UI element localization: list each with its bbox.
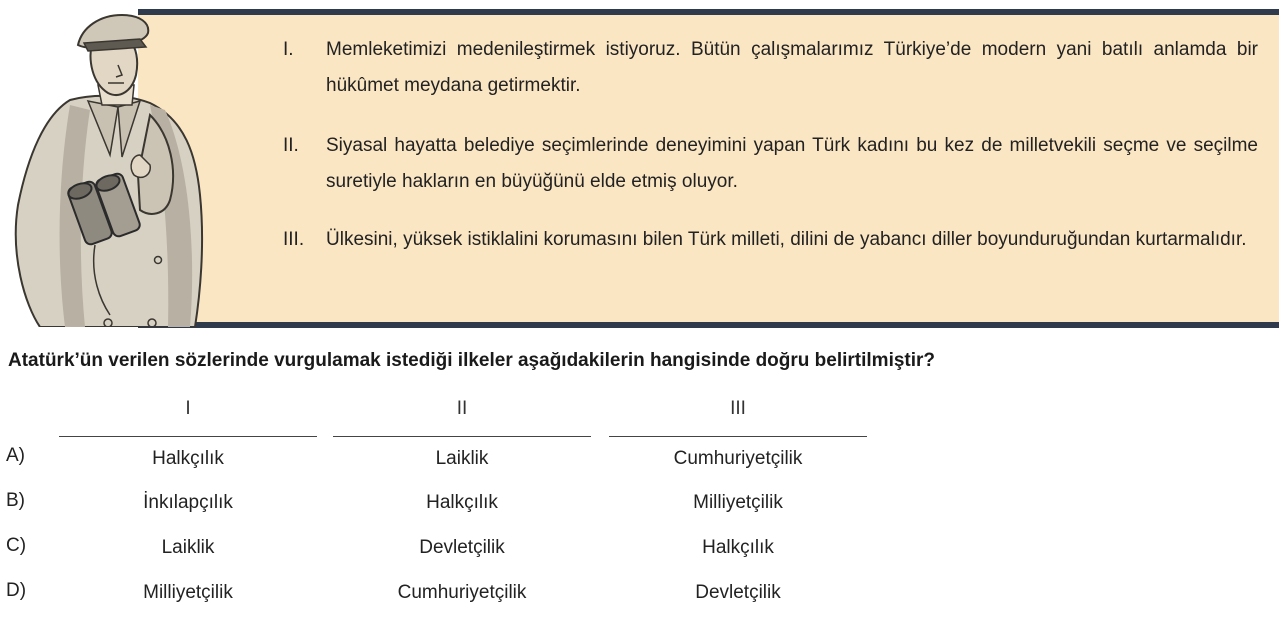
statement-text: Ülkesini, yüksek istiklalini korumasını bilen Türk milleti, dilini de yabancı diller boyunduruğundan kurtarmalıdır.	[326, 229, 1247, 250]
option-a-letter[interactable]: A)	[6, 445, 25, 466]
column-header-1: I	[185, 398, 191, 419]
option-b-col3: Milliyetçilik	[693, 492, 783, 513]
column-rule	[59, 436, 317, 437]
option-b-col1: İnkılapçılık	[143, 492, 233, 513]
option-a-col3: Cumhuriyetçilik	[673, 448, 803, 469]
option-d-col2: Cumhuriyetçilik	[397, 582, 527, 603]
statement-text: Memleketimizi medenileştirmek istiyoruz. Bütün çalışmalarımız Türkiye’de modern yani batılı anlamda bir hükûmet meydana getirmektir.	[326, 39, 1258, 96]
option-c-col1: Laiklik	[161, 537, 215, 558]
column-rule	[609, 436, 867, 437]
ataturk-illustration	[0, 5, 235, 327]
question-text: Atatürk’ün verilen sözlerinde vurgulamak istediği ilkeler aşağıdakilerin hangisinde doğru belirtilmiştir?	[8, 350, 936, 371]
column-header-2: II	[456, 398, 468, 419]
option-d-letter[interactable]: D)	[6, 580, 27, 601]
option-b-letter[interactable]: B)	[6, 490, 25, 511]
option-c-col3: Halkçılık	[702, 537, 774, 558]
option-d-col3: Devletçilik	[695, 582, 781, 603]
option-d-col1: Milliyetçilik	[143, 582, 233, 603]
column-header-3: III	[730, 398, 746, 419]
column-rule	[333, 436, 591, 437]
statement-number: II.	[283, 135, 299, 156]
statement-number: III.	[283, 229, 305, 250]
option-b-col2: Halkçılık	[426, 492, 498, 513]
statement-number: I.	[283, 39, 294, 60]
option-a-col2: Laiklik	[435, 448, 489, 469]
option-c-col2: Devletçilik	[419, 537, 505, 558]
option-c-letter[interactable]: C)	[6, 535, 27, 556]
option-a-col1: Halkçılık	[152, 448, 224, 469]
statement-text: Siyasal hayatta belediye seçimlerinde deneyimini yapan Türk kadını bu kez de milletvekili seçme ve seçilme suretiyle hakların en büyüğünü elde etmiş oluyor.	[326, 135, 1258, 192]
